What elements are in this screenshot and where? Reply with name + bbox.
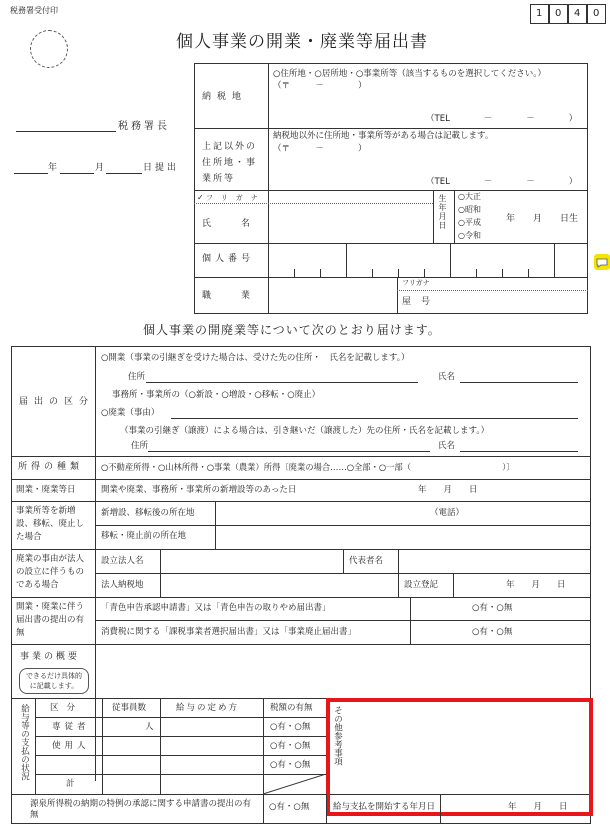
withholding-option[interactable]: ○有・○無 xyxy=(269,802,310,812)
date-year: 年 xyxy=(48,163,58,173)
form-code-digit: 0 xyxy=(555,8,562,19)
salary-row-name: 専従者 xyxy=(52,722,90,732)
tel[interactable]: （TEL － － ） xyxy=(426,114,578,124)
income-options[interactable]: ○不動産所得・○山林所得・○事業（農業）所得〔廃業の場合……○全部・○一部（ ）〕 xyxy=(101,462,515,472)
salary-row-count-unit: 人 xyxy=(145,722,154,732)
salary-label: 給与等の支払の状況 xyxy=(19,704,30,781)
date-day: 日提出 xyxy=(143,163,180,173)
office-change-line[interactable]: 事務所・事業所の（○新設・○増設・○移転・○廃止） xyxy=(112,390,321,400)
mynumber-boxes[interactable] xyxy=(268,243,588,277)
summary-note: できるだけ具体的に記載します。 xyxy=(26,672,82,690)
date-month: 月 xyxy=(95,163,105,173)
blue-return-option[interactable]: ○有・○無 xyxy=(472,603,513,613)
birth-label: 生年月日 xyxy=(438,194,447,230)
other-notes-label: その他参考事項 xyxy=(332,706,343,766)
era-taisho[interactable]: ○大正 xyxy=(458,192,481,201)
salary-header-method: 給与の定め方 xyxy=(176,703,240,713)
income-label: 所得の種類 xyxy=(18,462,84,472)
era-showa[interactable]: ○昭和 xyxy=(458,205,481,214)
diagonal-slash xyxy=(263,774,326,794)
address-options[interactable]: ○住所地・○居所地・○事業所等（該当するものを選択してください。） xyxy=(273,69,547,79)
corp-label: 廃業の事由が法人の設立に伴うものである場合 xyxy=(16,554,85,590)
form-title: 個人事業の開業・廃業等届出書 xyxy=(176,32,428,52)
salary-header-count: 従事員数 xyxy=(112,703,147,713)
sticky-note-icon[interactable] xyxy=(594,254,610,270)
salary-row-name: 使用人 xyxy=(52,741,90,751)
blue-return-label: 「青色申告承認申請書」又は「青色申告の取りやめ届出書」 xyxy=(101,603,331,613)
postal-code[interactable]: （〒 － ） xyxy=(273,81,367,91)
consumption-tax-label: 消費税に関する「課税事業者選択届出書」又は「事業廃止届出書」 xyxy=(101,627,357,637)
name-label: 氏名 xyxy=(202,219,281,229)
corp-registration-ymd[interactable]: 年 月 日 xyxy=(506,580,566,590)
other-notes-highlight[interactable] xyxy=(326,698,593,816)
close-note: （事業の引継ぎ（譲渡）による場合は、引き継いだ（譲渡した）先の住所・氏名を記載します。） xyxy=(120,426,490,436)
opening-date-label: 開業・廃業等日 xyxy=(16,485,76,495)
old-location-label: 移転・廃止前の所在地 xyxy=(101,531,187,541)
trade-furigana-label: フリガナ xyxy=(402,279,430,287)
corp-name-label: 設立法人名 xyxy=(101,556,144,566)
stamp-circle xyxy=(30,30,68,68)
summary-label: 事業の概要 xyxy=(20,652,81,662)
opening-date-desc: 開業や廃業、事務所・事業所の新増設等のあった日 xyxy=(101,485,297,495)
subtitle: 個人事業の開廃業等について次のとおり届けます。 xyxy=(143,323,441,337)
related-label: 開業・廃業に伴う届出書の提出の有無 xyxy=(16,602,85,638)
postal-code-2[interactable]: （〒 － ） xyxy=(273,144,367,154)
era-reiwa[interactable]: ○令和 xyxy=(458,231,481,240)
salary-start-label: 給与支払を開始する年月日 xyxy=(333,802,436,812)
open-address-label: 住所 xyxy=(128,372,146,382)
corp-tax-place-label: 法人納税地 xyxy=(101,580,144,590)
category-label: 届出の区分 xyxy=(19,397,95,407)
check-icon: ✓ xyxy=(197,193,204,202)
salary-header-tax: 税額の有無 xyxy=(270,703,313,713)
form-code xyxy=(530,4,606,24)
furigana-label: フリガナ xyxy=(206,194,266,202)
mynumber-label: 個人番号 xyxy=(202,254,255,264)
form-code-digit: 1 xyxy=(536,8,543,19)
salary-total-label: 計 xyxy=(66,779,75,789)
tax-office-suffix: 税務署長 xyxy=(118,121,170,132)
offices-label: 事業所等を新増設、移転、廃止した場合 xyxy=(16,506,85,542)
address-label: 納税地 xyxy=(202,92,248,102)
salary-row-option[interactable]: ○有・○無 xyxy=(270,741,311,751)
close-option[interactable]: ○廃業（事由） xyxy=(101,408,160,418)
consumption-tax-option[interactable]: ○有・○無 xyxy=(472,627,513,637)
new-location-label: 新増設、移転後の所在地 xyxy=(101,508,195,518)
salary-row-option[interactable]: ○有・○無 xyxy=(270,760,311,770)
tel-2[interactable]: （TEL － － ） xyxy=(426,177,578,187)
form-code-digit: 0 xyxy=(593,8,600,19)
other-address-label: 上記以外の住所地・事業所等 xyxy=(202,142,258,184)
stamp-label: 税務署受付印 xyxy=(10,6,58,15)
phone-label: （電話） xyxy=(430,508,465,518)
era-heisei[interactable]: ○平成 xyxy=(458,218,481,227)
open-option[interactable]: ○開業（事業の引継ぎを受けた場合は、受けた先の住所・ 氏名を記載します。） xyxy=(101,353,410,363)
other-address-note: 納税地以外に住所地・事業所等がある場合は記載します。 xyxy=(273,131,494,141)
salary-start-ymd[interactable]: 年 月 日 xyxy=(508,802,568,812)
open-name-label: 氏名 xyxy=(438,372,456,382)
trade-name-label: 屋号 xyxy=(402,297,441,307)
withholding-label: 源泉所得税の納期の特例の承認に関する申請書の提出の有無 xyxy=(30,799,252,820)
close-address-label: 住所 xyxy=(131,441,149,451)
birth-ymd: 年 月 日生 xyxy=(506,214,579,224)
job-label: 職業 xyxy=(202,291,281,301)
opening-date-ymd[interactable]: 年 月 日 xyxy=(418,485,478,495)
salary-row-option[interactable]: ○有・○無 xyxy=(270,722,311,732)
close-name-label: 氏名 xyxy=(438,441,456,451)
corp-registration-label: 設立登記 xyxy=(404,580,439,590)
corp-rep-label: 代表者名 xyxy=(349,556,384,566)
form-code-digit: 4 xyxy=(574,8,581,19)
salary-header-category: 区分 xyxy=(50,703,84,713)
